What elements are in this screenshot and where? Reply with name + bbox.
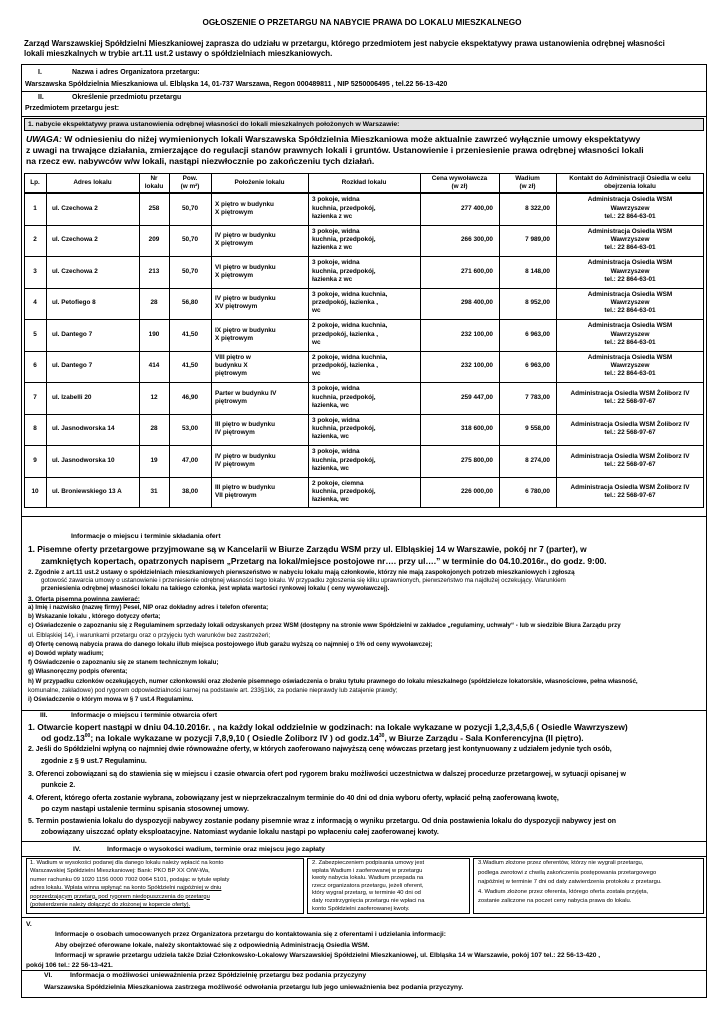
row-position: IV piętro w budynku IV piętrowym [215, 452, 276, 468]
row-position: X piętro w budynku X piętrowym [215, 200, 274, 216]
row-area: 38,00 [182, 488, 198, 496]
row-deposit: 8 274,00 [525, 456, 550, 464]
row-nr: 12 [150, 393, 158, 401]
row-price: 232 100,00 [461, 362, 493, 370]
row-area: 50,70 [182, 236, 198, 244]
row-layout: 2 pokoje, widna kuchnia, przedpokój, łazienka , wc [312, 353, 388, 378]
offer-requirement-item: d) Ofertę cenową nabycia prawa do danego lokalu i/lub miejsca postojowego i/lub garażu wyższą co najmniej o 1% od ceny wywoławczej; [28, 640, 433, 648]
header-layout: Rozkład lokalu [341, 178, 387, 186]
warning-line-3: na rzecz ew. nabywców w/w lokali, nastąpi niezwłocznie po zakończeniu tych działań. [26, 156, 375, 166]
header-lp: Lp. [30, 178, 40, 186]
section-3-p1-line-1: 1. Otwarcie kopert nastąpi w dniu 04.10.2016r. , na każdy lokal oddzielnie w godzinach: na lokale wykazane w pozycji 1,2,3,4,5,6 ( Osiedle Wawrzyszew) [28, 722, 628, 732]
offer-requirement-item: c) Oświadczenie o zapoznaniu się z Regulaminem sprzedaży lokali odzyskanych przez WSM (dostępny na stronie www Spółdzielni w zakładce „regulaminy, uchwały“ - lub w siedzibie Biura Zarządu przy [28, 622, 621, 630]
row-deposit: 7 989,00 [525, 236, 550, 244]
warning-line-2: z uwagi na trwające działania, zmierzające do regulacji stanów prawnych lokali i gruntów. Ustanowienie i przeniesienie prawa odrębnej własności lokali [26, 145, 644, 155]
row-contact: Administracja Osiedla WSM Wawrzyszew tel.: 22 864-63-01 [587, 353, 673, 378]
section-2-subject-label: Przedmiotem przetargu jest: [25, 105, 120, 112]
section-4-label: Informacje o wysokości wadium, terminie oraz miejscu jego zapłaty [107, 846, 325, 853]
row-nr: 213 [148, 267, 160, 275]
row-address: ul. Czechowa 2 [52, 236, 98, 244]
row-deposit: 9 558,00 [525, 425, 550, 433]
row-lp: 7 [33, 393, 37, 401]
dep-col2-line: kwoty nabycia lokalu. Wadium przepada na [312, 875, 424, 882]
row-lp: 10 [31, 488, 39, 496]
row-layout: 3 pokoje, widna kuchnia, przedpokój, łazienka, wc [312, 416, 376, 441]
row-contact: Administracja Osiedla WSM Wawrzyszew tel.: 22 864-63-01 [587, 196, 673, 220]
section-3-p4-line-2: po czym nastąpi ustalenie terminu spisania stosownej umowy. [41, 806, 249, 813]
row-position: Parter w budynku IV piętrowym [215, 389, 277, 405]
offer-requirement-item: e) Dowód wpłaty wadium; [28, 650, 104, 657]
section-6-label: Informacja o możliwości unieważnienia przez Spółdzielnię przetargu bez podania przyczyny [70, 972, 367, 979]
dep-col3-line: 3.Wadium złożone przez oferentów, którzy nie wygrali przetargu, [478, 860, 644, 866]
row-contact: Administracja Osiedla WSM Wawrzyszew tel.: 22 864-63-01 [587, 290, 673, 315]
section-4-number: IV. [73, 846, 81, 853]
section-1-text: Warszawska Spółdzielnia Mieszkaniowa ul. Elbląska 14, 01-737 Warszawa, Regon 000489811 , NIP 5250006495 , tel.22 56-13-420 [25, 81, 448, 88]
offers-heading: Informacje o miejscu i terminie składania ofert [71, 533, 221, 540]
section-2-label: Określenie przedmiotu przetargu [72, 94, 182, 101]
row-price: 232 100,00 [461, 330, 493, 338]
row-address: ul. Broniewskiego 13 A [52, 488, 122, 496]
row-contact: Administracja Osiedla WSM Żoliborz IV tel.: 22 568-97-67 [570, 421, 690, 437]
section-3-p5-line-1: 5. Termin postawienia lokalu do dyspozycji nabywcy zostanie podany pisemnie wraz z informacją o wyniku przetargu. Od dnia postawienia lokalu do dyspozycji nabywcy jest on [28, 818, 617, 825]
offer-requirement-item: f) Oświadczenie o zapoznaniu się ze stanem technicznym lokalu; [28, 659, 219, 667]
row-layout: 3 pokoje, widna kuchnia, przedpokój, łazienka z wc [312, 227, 376, 252]
row-deposit: 8 322,00 [525, 204, 550, 212]
section-3-p3-line-1: 3. Oferenci zobowiązani są do stawienia się w miejscu i czasie otwarcia ofert pod rygorem braku możliwości uczestnictwa w dalszej procedurze przetargowej, w sytuacji opisanej w [28, 771, 626, 778]
row-contact: Administracja Osiedla WSM Wawrzyszew tel.: 22 864-63-01 [587, 259, 673, 283]
row-lp: 1 [33, 204, 37, 212]
dep-col2-line: wpłata Wadium i zaoferowanej w przetargu [312, 867, 423, 874]
section-5-line-2: Aby obejrzeć oferowane lokale, należy skontaktować się z odpowiednią Administracją Osiedla WSM. [55, 942, 370, 949]
row-address: ul. Czechowa 2 [52, 204, 98, 212]
row-contact: Administracja Osiedla WSM Wawrzyszew tel.: 22 864-63-01 [587, 322, 673, 346]
row-area: 56,80 [182, 299, 198, 307]
section-5-line-3: Informacji w sprawie przetargu udziela także Dział Członkowsko-Lokalowy Warszawskiej Spółdzielni Mieszkaniowej, ul. Elbląska 14 w Warszawie, pokój 107 tel.: 22 56-13-420 , [55, 952, 601, 959]
row-address: ul. Jasnodworska 10 [52, 456, 115, 464]
section-3-number: III. [40, 712, 48, 719]
row-area: 41,50 [182, 330, 198, 338]
dep-col2-line: konto Spółdzielni zaoferowanej kwoty. [312, 905, 410, 912]
section-5-line-1: Informacje o osobach umocowanych przez Organizatora przetargu do kontaktowania się z oferentami i udzielania informacji: [55, 931, 446, 938]
section-2-number: II. [38, 94, 44, 101]
dep-col2-line: 2. Zabezpieczeniem podpisania umowy jest [312, 860, 425, 866]
row-area: 47,00 [182, 456, 198, 464]
offer-requirement-item: a) Imię i nazwisko (nazwę firmy) Pesel, NIP oraz dokładny adres i telefon oferenta; [28, 604, 269, 611]
section-2-item-1: 1. nabycie ekspektatywy prawa ustanowienia odrębnej własności do lokali mieszkalnych położonych w Warszawie: [28, 121, 400, 128]
header-address: Adres lokalu [73, 178, 112, 186]
row-nr: 19 [150, 456, 158, 464]
dep-col1-line: 1. Wadium w wysokości podanej dla danego lokalu należy wpłacić na konto [30, 860, 224, 866]
row-position: IV piętro w budynku X piętrowym [215, 232, 276, 248]
section-6-number: VI. [44, 972, 53, 979]
row-layout: 3 pokoje, widna kuchnia, przedpokój, łazienka z wc [312, 259, 376, 283]
row-price: 226 000,00 [461, 488, 493, 496]
row-layout: 3 pokoje, widna kuchnia, przedpokój, łazienka z wc [312, 196, 376, 220]
row-price: 277 400,00 [461, 204, 493, 212]
intro-line-2: lokali mieszkalnych w trybie art.11 ust.2 ustawy o spółdzielniach mieszkaniowych. [24, 49, 333, 58]
offers-p3: 3. Oferta pisemna powinna zawierać: [28, 596, 140, 603]
deposit-box-3 [473, 858, 704, 914]
row-deposit: 6 780,00 [525, 488, 550, 496]
dep-col1-line: (potwierdzenie należy dołączyć do złożonej w kopercie oferty). [30, 902, 191, 908]
offer-requirement-item: komunalne, zakładowe) pod rygorem odpowiedzialności karnej na podstawie art. 233§1kk, za podanie nieprawdy lub zatajenie prawdy; [28, 686, 398, 694]
row-nr: 31 [150, 488, 158, 496]
row-position: VI piętro w budynku X piętrowym [215, 263, 276, 279]
dep-col1-line: poprzedzającym przetarg, pod rygorem niedopuszczenia do przetargu [30, 893, 210, 900]
dep-col2-line: rzecz organizatora przetargu, jeżeli oferent, [312, 882, 424, 889]
row-nr: 414 [148, 362, 160, 370]
intro-line-1: Zarząd Warszawskiej Spółdzielni Mieszkaniowej zaprasza do udziału w przetargu, którego przedmiotem jest nabycie ekspektatywy prawa ustanowienia odrębnej własności [24, 39, 665, 48]
offer-requirement-item: i) Oświadczenie o którym mowa w § 7 ust.4 Regulaminu. [28, 696, 194, 703]
row-lp: 4 [33, 299, 37, 307]
row-address: ul. Dantego 7 [52, 362, 93, 370]
row-layout: 3 pokoje, widna kuchnia, przedpokój, łazienka, wc [312, 448, 376, 472]
dep-col1-line: Warszawskiej Spółdzielni Mieszkaniowej: Bank: PKO BP XX O/W-Wa, [30, 868, 210, 875]
dep-col2-line: który wygrał przetarg, w terminie 40 dni od [312, 890, 421, 897]
row-deposit: 6 963,00 [525, 362, 550, 370]
row-lp: 8 [33, 425, 37, 433]
header-nr: Nr lokalu [144, 174, 164, 190]
section-6-text: Warszawska Spółdzielnia Mieszkaniowa zastrzega możliwość odwołania przetargu lub jego unieważnienia bez podania przyczyny. [44, 984, 464, 991]
section-3-p4-line-1: 4. Oferent, którego oferta zostanie wybrana, zobowiązany jest w nieprzekraczalnym terminie do 40 dni od dnia wyboru oferty, wpłacić pełną zaoferowaną kwotę, [28, 795, 559, 802]
row-nr: 28 [150, 299, 158, 307]
header-deposit: Wadium (w zł) [515, 174, 540, 190]
offers-p2-line-3: przeniesienia odrębnej własności lokalu na takiego członka, jest wpłata wartości rynkowej lokalu ( ceny wywoławczej). [41, 585, 390, 592]
row-area: 41,50 [182, 362, 198, 370]
row-area: 50,70 [182, 267, 198, 275]
offers-p1-line-2: zamkniętych kopertach, opatrzonych napisem „Przetarg na lokal/miejsce postojowe nr…. przy ul….” w terminie do 04.10.2016r., do godz. 9:00. [41, 556, 607, 566]
dep-col2-line: daty rozstrzygnięcia przetargu nie wpłaci na [312, 898, 425, 904]
offer-requirement-item: ul. Elbląskiej 14), i warunkami przetargu oraz o przyjęciu tych warunków bez zastrzeżeń; [28, 631, 271, 639]
offer-requirement-item: b) Wskazanie lokalu , którego dotyczy oferta; [28, 613, 161, 621]
section-3-p2-line-2: zgodnie z § 9 ust.7 Regulaminu. [41, 758, 147, 765]
row-price: 318 600,00 [461, 425, 493, 433]
row-position: III piętro w budynku VII piętrowym [215, 484, 276, 500]
row-layout: 3 pokoje, widna kuchnia, przedpokój, łazienka, wc [312, 385, 376, 409]
row-layout: 3 pokoje, widna kuchnia, przedpokój, łazienka , wc [312, 290, 388, 315]
section-5-number: V. [26, 921, 32, 928]
section-3-p2-line-1: 2. Jeśli do Spółdzielni wpłyną co najmniej dwie równoważne oferty, w których zaoferowano najwyższą cenę wówczas przetarg jest kontynuowany z udziałem jedynie tych osób, [28, 746, 612, 753]
row-price: 271 600,00 [461, 267, 493, 275]
row-deposit: 7 783,00 [525, 393, 550, 401]
offers-p1-line-1: 1. Pisemne oferty przetargowe przyjmowane są w Kancelarii w Biurze Zarządu WSM przy ul. Elbląskiej 14 w Warszawie, pokój nr 7 (parter), w [28, 544, 587, 554]
row-deposit: 8 148,00 [525, 267, 550, 275]
row-area: 53,00 [182, 425, 198, 433]
row-nr: 28 [150, 425, 158, 433]
row-nr: 258 [148, 204, 160, 212]
row-price: 259 447,00 [461, 393, 493, 401]
row-price: 275 800,00 [461, 456, 493, 464]
offer-requirement-item: h) W przypadku członków oczekujących, numer członkowski oraz złożenie pisemnego oświadczenia o braku tytułu prawnego do lokalu mieszkalnego (spółdzielcze lokatorskie, własnościowe, pełna własność, [28, 677, 638, 685]
section-1-label: Nazwa i adres Organizatora przetargu: [72, 69, 200, 76]
warning-line-1: UWAGA: W odniesieniu do niżej wymienionych lokali Warszawska Spółdzielnia Mieszkaniowa może aktualnie zawrzeć wyłącznie umowy ekspektatywy [26, 134, 641, 144]
row-address: ul. Dantego 7 [52, 330, 93, 338]
section-3-p5-line-2: zobowiązany uiszczać opłaty eksploatacyjne. Natomiast wydanie lokalu nastąpi po wpłaceniu całej zaoferowanej kwoty. [41, 829, 439, 836]
row-position: III piętro w budynku IV piętrowym [215, 421, 276, 437]
row-nr: 209 [148, 236, 160, 244]
offers-p2-line-1: 2. Zgodnie z art.11 ust.2 ustawy o spółdzielniach mieszkaniowych pierwszeństwo w nabyciu lokalu mają członkowie, którzy nie mają zaspokojonych potrzeb mieszkaniowych i zgłoszą [28, 569, 575, 576]
row-position: IX piętro w budynku X piętrowym [215, 326, 276, 342]
dep-col1-line: numer rachunku 09 1020 1156 0000 7002 0064 5101, podając w tytule wpłaty [30, 876, 230, 883]
dep-col3-line: zostanie zaliczone na poczet ceny nabycia prawa do lokalu. [478, 898, 632, 905]
dep-col3-line: 4. Wadium złożone przez oferenta, którego oferta została przyjęta, [478, 888, 649, 895]
row-position: VIII piętro w budynku X piętrowym [215, 353, 251, 378]
row-deposit: 6 963,00 [525, 330, 550, 338]
row-layout: 2 pokoje, widna kuchnia, przedpokój, łazienka , wc [312, 322, 388, 346]
offers-p2-line-2: gotowość zawarcia umowy o ustanowienie i przeniesienie odrębnej własności tego lokalu. W przypadku zgłoszenia się kilku uprawnionych, pierwszeństwo ma najdłużej oczekujący. Warunkiem [41, 577, 566, 584]
row-lp: 5 [33, 330, 37, 338]
row-price: 266 300,00 [461, 236, 493, 244]
dep-col3-line: najpóźniej w terminie 7 dni od daty zatwierdzenia protokołu z przetargu. [478, 879, 662, 886]
section-5-line-4: pokój 106 tel.: 22 56-13-421. [26, 962, 113, 969]
offer-requirement-item: g) Własnoręczny podpis oferenta; [28, 668, 128, 676]
row-area: 46,90 [182, 393, 198, 401]
row-address: ul. Czechowa 2 [52, 267, 98, 275]
section-3-p3-line-2: punkcie 2. [41, 782, 76, 789]
row-area: 50,70 [182, 204, 198, 212]
header-price: Cena wywoławcza (w zł) [431, 174, 488, 190]
row-contact: Administracja Osiedla WSM Wawrzyszew tel.: 22 864-63-01 [587, 227, 673, 252]
row-position: IV piętro w budynku XV piętrowym [215, 295, 276, 311]
row-contact: Administracja Osiedla WSM Żoliborz IV tel.: 22 568-97-67 [570, 389, 690, 405]
row-address: ul. Jasnodworska 14 [52, 425, 115, 433]
header-contact: Kontakt do Administracji Osiedla w celu obejrzenia lokalu [569, 174, 691, 190]
row-layout: 2 pokoje, ciemna kuchnia, przedpokój, łazienka, wc [312, 479, 376, 504]
row-nr: 190 [148, 330, 160, 338]
row-address: ul. Petofiego 8 [52, 299, 96, 307]
row-lp: 6 [33, 362, 37, 370]
dep-col1-line: adres lokalu. Wpłata winna wpłynąć na konto Spółdzielni najpóźniej w dniu [30, 885, 222, 892]
row-lp: 3 [33, 267, 37, 275]
header-position: Położenie lokalu [234, 178, 285, 186]
row-address: ul. Izabelli 20 [52, 393, 92, 401]
row-price: 298 400,00 [461, 299, 493, 307]
row-lp: 9 [33, 456, 37, 464]
row-contact: Administracja Osiedla WSM Żoliborz IV tel.: 22 568-97-67 [570, 484, 690, 500]
page-title: OGŁOSZENIE O PRZETARGU NA NABYCIE PRAWA DO LOKALU MIESZKALNEGO [202, 18, 522, 27]
header-area: Pow. (w m²) [180, 174, 200, 190]
dep-col3-line: podlega zwrotowi z chwilą zakończenia postępowania przetargowego [478, 869, 657, 876]
row-contact: Administracja Osiedla WSM Żoliborz IV tel.: 22 568-97-67 [570, 452, 690, 468]
row-lp: 2 [33, 236, 37, 244]
section-3-p1-line-2: od $godz.13^{00}$; na lokale wykazane w pozycji 7,8,9,10 ( Osiedle Żoliborz IV ) od $godz.14^{30}$, w Biurze Zarządu - Sala Konferencyjna (II piętro). [41, 733, 584, 743]
section-3-label: Informacje o miejscu i terminie otwarcia ofert [71, 712, 218, 719]
section-1-number: I. [38, 69, 42, 76]
row-deposit: 8 952,00 [525, 299, 550, 307]
